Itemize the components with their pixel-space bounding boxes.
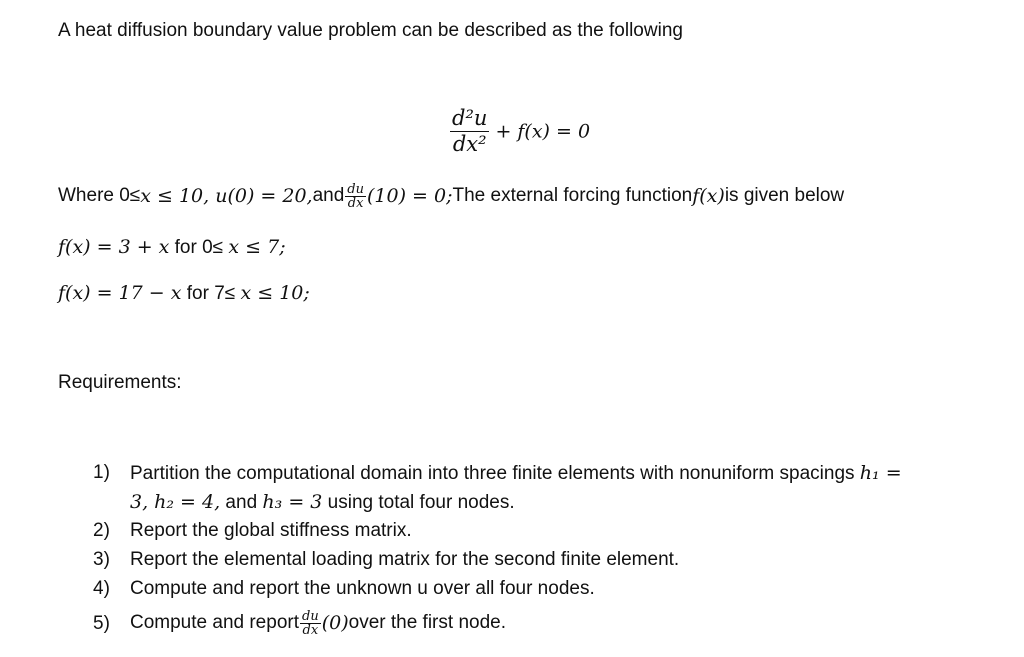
requirement-5-line (130, 604, 506, 642)
requirement-1-text: Partition the computational domain into three finite elements with nonuniform spacings (130, 463, 860, 484)
forcing-function-symbol: f(x) (692, 185, 725, 207)
equation-rest: + f(x) = 0 (495, 120, 591, 143)
requirement-1-h1: h₁ = (859, 462, 902, 484)
derivative-fraction (345, 183, 366, 210)
where-label: Where 0≤ (58, 185, 141, 206)
requirement-5-number: 5) (93, 613, 110, 634)
requirement-1-line-2 (130, 491, 515, 514)
second-derivative-fraction (450, 108, 489, 155)
requirement-1-number: 1) (93, 462, 110, 483)
requirement-2-text: Report the global stiffness matrix. (130, 520, 412, 541)
requirement-1-line-1 (130, 462, 902, 485)
requirement-5-numerator: du (302, 608, 319, 624)
forcing-piece-2-for: for 7≤ (181, 283, 241, 304)
forcing-text: The external forcing function (452, 185, 693, 206)
forcing-piece-2-range: x ≤ 10; (240, 282, 310, 304)
requirements-heading: Requirements: (58, 372, 182, 393)
equation-numerator: d²u (452, 106, 488, 130)
requirement-3-text: Report the elemental loading matrix for the second finite element. (130, 549, 680, 570)
requirement-1-tail: using total four nodes. (322, 492, 515, 513)
intro-text: A heat diffusion boundary value problem can be described as the following (58, 20, 683, 41)
requirement-5-pre: Compute and report (130, 612, 299, 633)
forcing-piece-2-expression: f(x) = 17 − x (58, 282, 182, 304)
requirement-4-number: 4) (93, 578, 110, 599)
requirement-5-fraction (300, 610, 321, 637)
main-equation (450, 108, 590, 155)
forcing-tail: is given below (724, 185, 845, 206)
requirement-1-and: and (220, 492, 263, 513)
forcing-piece-1-range: x ≤ 7; (228, 236, 286, 258)
requirement-4-text: Compute and report the unknown u over all four nodes. (130, 578, 595, 599)
domain-condition: x ≤ 10, u(0) = 20, (140, 185, 313, 207)
and-label: and (312, 185, 345, 206)
requirement-5-math: (0) (321, 612, 349, 634)
forcing-piece-1-expression: f(x) = 3 + x (58, 236, 170, 258)
requirement-3-number: 3) (93, 549, 110, 570)
forcing-piece-1 (58, 236, 286, 259)
requirement-1-h1-h2: 3, h₂ = 4, (130, 491, 221, 513)
requirement-5-denominator: dx (302, 622, 319, 638)
forcing-piece-2 (58, 282, 310, 305)
requirement-5-post: over the first node. (348, 612, 506, 633)
forcing-piece-1-for: for 0≤ (169, 237, 229, 258)
equation-denominator: dx² (452, 132, 487, 156)
requirement-2-number: 2) (93, 520, 110, 541)
boundary-conditions-line (58, 178, 844, 214)
derivative-denominator: dx (347, 195, 364, 211)
derivative-numerator: du (347, 181, 364, 197)
requirement-1-h3: h₃ = 3 (262, 491, 323, 513)
neumann-condition: (10) = 0; (366, 185, 453, 207)
